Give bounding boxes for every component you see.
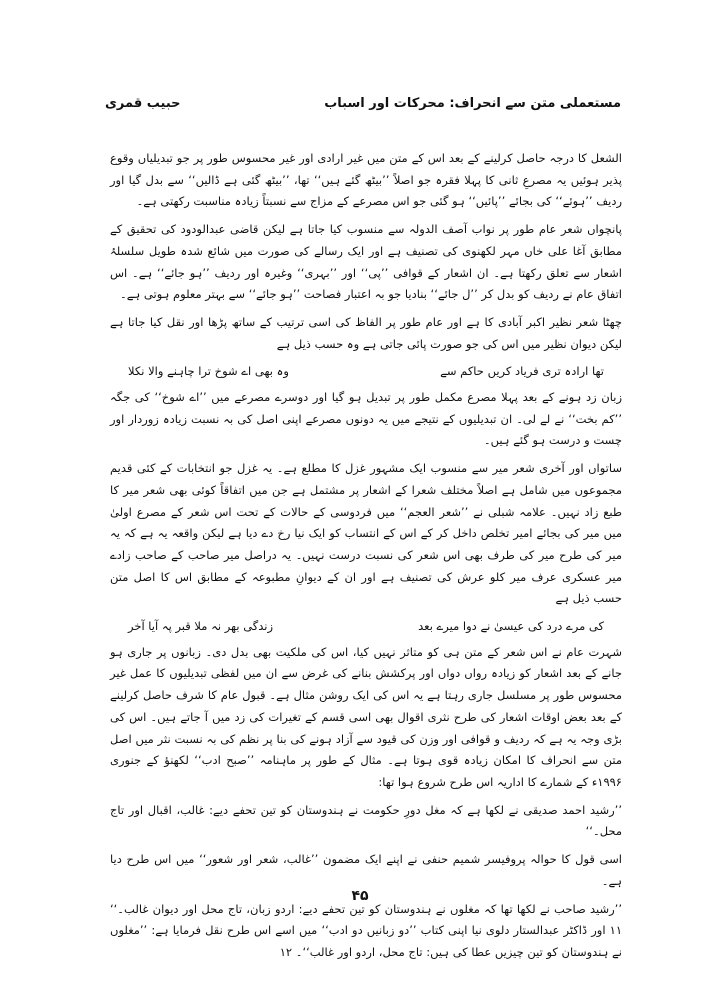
paragraph: پانچواں شعر عام طور پر نواب آصف الدولہ سے منسوب کیا جاتا ہے لیکن قاضی عبدالودود کی تحقیق کے مطابق آغا علی خاں مہر لکھنوی کی تصنیف ہے اور ایک رسالے کی صورت میں شائع شدہ طویل سلسلۂ اشعار سے تعلق رکھتا ہے۔ ان اشعار کے قوافی ’’پی‘‘ اور ’’بہری‘‘ وغیرہ اور ردیف ’’ہو جائے‘‘ ہے۔ اس اتفاق عام نے ردیف کو بدل کر ’’ل جائے‘‘ بنادیا جو بہ اعتبار فصاحت ’’ہو جائے‘‘ سے بہتر معلوم ہوتی ہے۔ xyxy=(110,222,622,302)
paragraph: الشعل کا درجہ حاصل کرلینے کے بعد اس کے متن میں غیر ارادی اور غیر محسوس طور پر جو تبدیلیاں وقوع پذیر ہوئیں یہ مصرعِ ثانی کا پہلا فقرہ جو اصلاً ’’بیٹھ گئے ہیں‘‘ تھا، ’’بیٹھ گئی ہے ڈالیں‘‘ سے بدل گیا اور ردیف ’’ہوئے‘‘ کی بجائے ’’پائیں‘‘ ہو گئی جو اس مصرعے کے مزاج سے نسبتاً زیادہ مناسبت رکھتی ہے۔ xyxy=(110,151,622,209)
article-body xyxy=(110,148,622,970)
verse-couplet xyxy=(128,616,604,638)
verse-first-line: کی مرے درد کی عیسیٰ نے دوا میرے بعد xyxy=(418,619,604,634)
verse-couplet xyxy=(128,361,604,383)
quote: اسی قول کا حوالہ پروفیسر شمیم حنفی نے اپنے ایک مضمون ’’غالب، شعر اور شعور‘‘ میں اس طرح دیا ہے۔ xyxy=(110,852,622,888)
paragraph: زبان زد ہونے کے بعد پہلا مصرع مکمل طور پر تبدیل ہو گیا اور دوسرے مصرعے میں ’’اے شوخ‘‘ کی جگہ ’’کم بخت‘‘ نے لے لی۔ ان تبدیلیوں کے نتیجے میں یہ دونوں مصرعے اپنی اصل کی بہ نسبت زیادہ زوردار اور چست و درست ہو گئے ہیں۔ xyxy=(110,390,622,448)
running-header xyxy=(105,96,621,120)
quote: ’’رشید صاحب نے لکھا تھا کہ مغلوں نے ہندوستان کو تین تحفے دیے: اردو زبان، تاج محل اور دیوان غالب۔‘‘ ۱۱ اور ڈاکٹر عبدالستار دلوی نیا اپنی کتاب ’’دو زبانیں دو ادب‘‘ میں اسے اس طرح نقل فرمایا ہے: ’’مغلوں نے ہندوستان کو تین چیزیں عطا کی ہیں: تاج محل، اردو اور غالب‘‘۔ ۱۲ xyxy=(110,901,622,959)
paragraph: شہرت عام نے اس شعر کے متن ہی کو متاثر نہیں کیا، اس کی ملکیت بھی بدل دی۔ زبانوں پر جاری ہو جانے کے بعد اشعار کو زیادہ رواں دواں اور پرکشش بنانے کی غرض سے ان میں لفظی تبدیلیوں کا عمل غیر محسوس طور پر مسلسل جاری رہتا ہے یہ اس کی ایک روشن مثال ہے۔ قبول عام کا شرف حاصل کرلینے کے بعد بعض اوقات اشعار کی طرح نثری اقوال بھی اسی قسم کے تغیرات کی زد میں آ جاتے ہیں۔ اس کی بڑی وجہ یہ ہے کہ ردیف و قوافی اور وزن کی قیود سے آزاد ہونے کی بنا پر نظم کی بہ نسبت نثر میں اصل متن سے انحراف کا امکان زیادہ قوی ہوتا ہے۔ مثال کے طور پر ماہنامہ ’’صبح ادب‘‘ لکھنؤ کے جنوری ۱۹۹۶ء کے شمارے کا اداریہ اس طرح شروع ہوا تھا: xyxy=(110,644,622,789)
quote: ’’رشید احمد صدیقی نے لکھا ہے کہ مغل دورِ حکومت نے ہندوستان کو تین تحفے دیے: غالب، اقبال اور تاج محل۔‘‘ xyxy=(110,802,622,839)
header-title: مستعملی متن سے انحراف: محرکات اور اسباب xyxy=(324,96,621,111)
paragraph: ساتواں اور آخری شعر میر سے منسوب ایک مشہور غزل کا مطلع ہے۔ یہ غزل جو انتخابات کے کئی قدیم مجموعوں میں شامل ہے اصلاً مختلف شعرا کے اشعار پر مشتمل ہے جن میں اتفاقاً کوئی بھی شعر میر کا طبع زاد نہیں۔ علامہ شبلی نے ’’شعر العجم‘‘ میں فردوسی کے حالات کے تحت اس شعر کے مصرع اولیٰ میں میر کی بجائے امیر تخلص داخل کر کے اس کے انتساب کو ایک نیا رخ دے دیا ہے لیکن واقعہ یہ ہے کہ یہ میر کی طرح میر کی طرف بھی اس شعر کی نسبت درست نہیں۔ یہ دراصل میر صاحب کے صاحب زادے میر عسکری عرف میر کلو عرش کی تصنیف ہے اور ان کے دیوانِ مطبوعہ کے مطابق اس کا اصل متن حسب ذیل ہے xyxy=(110,461,622,606)
paragraph: چھٹا شعر نظیر اکبر آبادی کا ہے اور عام طور پر الفاظ کی اسی ترتیب کے ساتھ پڑھا اور نقل کیا جاتا ہے لیکن دیوان نظیر میں اس کی جو صورت پائی جاتی ہے وہ حسب ذیل ہے xyxy=(110,314,622,351)
verse-second-line: وہ بھی اے شوخ ترا چاہنے والا نکلا xyxy=(128,364,289,379)
header-author: حبیب قمری xyxy=(105,96,181,111)
page-number: ۴۵ xyxy=(351,888,369,904)
verse-second-line: زندگی بھر نہ ملا قبر پہ آیا آخر xyxy=(128,619,274,634)
verse-first-line: تھا ارادہ تری فریاد کریں حاکم سے xyxy=(440,364,604,379)
